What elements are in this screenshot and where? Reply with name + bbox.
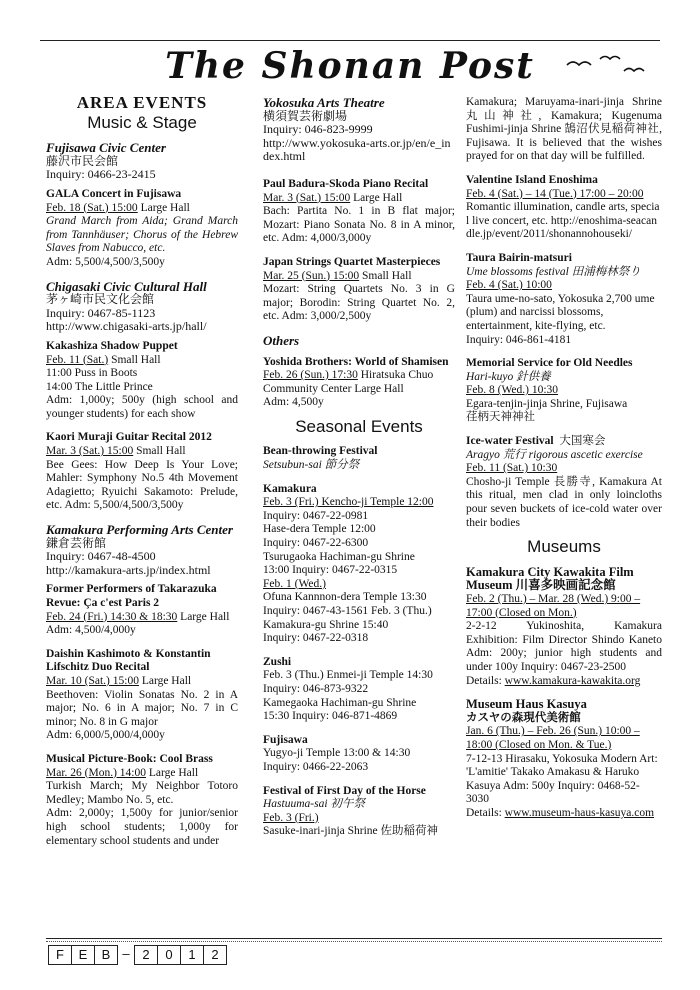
event-date: Feb. 4 (Sat.) 10:00 xyxy=(466,279,552,292)
event-hall: Small Hall xyxy=(359,269,412,282)
event-description: Grand March from Aida; Grand March from Tannhäuser; Chorus of the Hebrew Slaves from Nabucco, etc. xyxy=(46,215,238,255)
issue-date-box xyxy=(48,945,226,965)
museum-dates: Feb. 2 (Thu.) – Mar. 28 (Wed.) 9:00 – 17:00 (Closed on Mon.) xyxy=(466,593,641,619)
event-description: Taura ume-no-sato, Yokosuka 2,700 ume (plum) and narcissi blossoms, entertainment, kite-flying, etc. xyxy=(466,292,655,332)
event-description: Chosho-ji Temple 長勝寺, Kamakura At this ritual, men clad in only loincloths pour seven buckets of ice-cold water over their bodies xyxy=(466,475,662,529)
event-date: Feb. 11 (Sat.) xyxy=(46,353,109,366)
event-title-jp: 大国寒会 xyxy=(559,435,606,448)
event-title: Daishin Kashimoto & Konstantin Lifschitz Duo Recital xyxy=(46,647,211,674)
column-arts-seasonal xyxy=(263,96,455,849)
venue-url[interactable]: http://www.chigasaki-arts.jp/hall/ xyxy=(46,319,207,334)
venue-name-jp: 藤沢市民会館 xyxy=(46,153,119,168)
footer-rule xyxy=(46,938,662,939)
venue-name-jp: 横須賀芸術劇場 xyxy=(263,108,348,123)
event-line: Inquiry: 046-873-9322 xyxy=(263,682,369,695)
event-item xyxy=(263,256,455,324)
event-date: Feb. 26 (Sun.) 17:30 xyxy=(263,369,358,382)
column-festivals-museums xyxy=(466,96,662,831)
event-description: Beethoven: Violin Sonatas No. 2 in A major; No. 6 in A major; No. 7 in C minor; No. 8 in G major xyxy=(46,688,238,728)
event-admission: Adm: 2,000y; 1,500y for junior/senior high school students; 1,000y for elementary school students and under xyxy=(46,807,238,847)
museum-item xyxy=(466,698,662,820)
date-cell: 0 xyxy=(157,945,181,965)
event-admission: Adm: 5,500/4,500/3,500y xyxy=(46,255,165,268)
event-title: Musical Picture-Book: Cool Brass xyxy=(46,752,213,765)
event-title: Former Performers of Takarazuka Revue: Ça c'est Paris 2 xyxy=(46,583,217,609)
event-line: 14:00 The Little Prince xyxy=(46,380,153,393)
event-line: Kamakura-gu Shrine 15:40 xyxy=(263,618,389,631)
event-line: Kamegaoka Hachiman-gu Shrine xyxy=(263,696,417,709)
event-line: Inquiry: 0467-43-1561 Feb. 3 (Thu.) xyxy=(263,605,432,617)
museum-title: Kamakura City Kawakita Film Museum xyxy=(466,564,634,593)
event-line: Tsurugaoka Hachiman-gu Shrine xyxy=(263,550,415,563)
event-item xyxy=(46,188,238,270)
event-hall: Large Hall xyxy=(145,766,199,779)
venue-inquiry: Inquiry: 0467-85-1123 xyxy=(46,305,156,320)
seagulls-icon xyxy=(562,51,652,81)
event-group-zushi xyxy=(263,656,455,724)
museum-link[interactable]: www.museum-haus-kasuya.com xyxy=(504,806,655,819)
event-line: Ofuna Kannnon-dera Temple 13:30 xyxy=(263,591,427,604)
venue-inquiry: Inquiry: 0466-23-2415 xyxy=(46,167,156,182)
museum-title: Museum Haus Kasuya xyxy=(466,697,587,712)
event-item xyxy=(263,445,455,472)
event-line: Feb. 3 (Thu.) Enmei-ji Temple 14:30 xyxy=(263,669,433,682)
date-cell: 2 xyxy=(134,945,158,965)
event-title: Paul Badura-Skoda Piano Recital xyxy=(263,177,429,190)
area-events-heading: AREA EVENTS xyxy=(76,93,208,112)
event-title: Valentine Island Enoshima xyxy=(466,173,598,186)
museum-item xyxy=(466,566,662,688)
event-date: Feb. 8 (Wed.) 10:30 xyxy=(466,384,559,397)
museum-description: 2-2-12 Yukinoshita, Kamakura Exhibition: Film Director Shindo Kaneto Adm: 200y; junior high students and under 100y Inquiry: 0467-23-2500 xyxy=(466,620,662,673)
event-title: Memorial Service for Old Needles xyxy=(466,357,633,370)
museum-dates: Jan. 6 (Thu.) – Feb. 26 (Sun.) 10:00 – 18:00 (Closed on Mon. & Tue.) xyxy=(466,725,640,751)
event-subtitle: Hastuuma-sai 初午祭 xyxy=(263,798,365,811)
event-venue: Hiratsuka Chuo Community Center Large Hall xyxy=(263,369,434,395)
event-subtitle: Setsubun-sai 節分祭 xyxy=(263,459,360,472)
event-description: Bee Gees: How Deep Is Your Love; Mahler: Symphony No.5 4th Movement Adagietto; Ryuichi Sakamoto: Prelude, etc. Adm: 5,500/4,500/3,500y xyxy=(46,458,238,512)
event-date: Mar. 3 (Sat.) 15:00 xyxy=(46,445,134,458)
event-line: Inquiry: 0466-22-2063 xyxy=(263,760,369,773)
event-subtitle: Ume blossoms festival 田浦梅林祭り xyxy=(466,265,641,278)
newsletter-title: The Shonan Post xyxy=(165,45,535,87)
event-title: Ice-water Festival xyxy=(466,435,554,448)
museum-title-jp: カスヤの森現代美術館 xyxy=(466,711,581,724)
location-heading: Zushi xyxy=(263,655,292,668)
location-heading: Kamakura xyxy=(263,482,317,495)
event-line: Yugyo-ji Temple 13:00 & 14:30 xyxy=(263,747,411,760)
museum-link[interactable]: www.kamakura-kawakita.org xyxy=(504,674,641,687)
event-description: Sasuke-inari-jinja Shrine 佐助稲荷神 xyxy=(263,825,439,838)
venue-url[interactable]: http://www.yokosuka-arts.or.jp/en/e_index.html xyxy=(263,135,451,164)
masthead xyxy=(40,40,660,93)
venue-name: Fujisawa Civic Center xyxy=(46,140,166,156)
footer-rule-dotted xyxy=(46,941,662,942)
event-item xyxy=(46,431,238,513)
event-line: Hase-dera Temple 12:00 xyxy=(263,523,376,536)
venue-name: Yokosuka Arts Theatre xyxy=(263,95,385,110)
event-description: Turkish March; My Neighbor Totoro Medley; Mambo No. 5, etc. xyxy=(46,780,238,806)
event-line: 荏柄天神神社 xyxy=(466,411,535,424)
date-cell: E xyxy=(71,945,95,965)
date-cell: B xyxy=(94,945,118,965)
venue-inquiry: Inquiry: 0467-48-4500 xyxy=(46,549,156,564)
event-admission: Adm: 1,000y; 500y (high school and younger students) for each show xyxy=(46,394,238,420)
event-group-kamakura xyxy=(263,483,455,646)
event-admission: Adm: 4,500y xyxy=(263,396,324,409)
event-hall: Large Hall xyxy=(137,201,190,214)
date-cell: F xyxy=(48,945,72,965)
event-hall: Large Hall xyxy=(350,191,403,204)
event-line: Feb. 3 (Fri.) Kencho-ji Temple 12:00 xyxy=(263,496,434,509)
event-continuation: Kamakura; Maruyama-inari-jinja Shrine 丸山神社, Kamakura; Kugenuma Fushimi-jinja Shrine 鵠沼伏見稲荷神社, Fujisawa. It is believed that the wishes prayed for on that day will be fulfilled. xyxy=(466,96,662,163)
event-description: Mozart: String Quartets No. 3 in G major; Borodin: String Quartet No. 2, etc. Adm: 3,000/2,500y xyxy=(263,283,455,323)
event-line: 11:00 Puss in Boots xyxy=(46,367,138,380)
section-seasonal-events: Seasonal Events xyxy=(295,416,423,436)
date-dash: – xyxy=(122,946,130,961)
location-heading: Fujisawa xyxy=(263,733,308,746)
event-item xyxy=(263,356,455,410)
venue-name: Kamakura Performing Arts Center xyxy=(46,522,233,538)
venue-name: Chigasaki Civic Cultural Hall xyxy=(46,278,207,294)
event-item xyxy=(263,785,455,839)
event-hall: Large Hall xyxy=(177,610,230,623)
event-item xyxy=(466,357,662,425)
event-item xyxy=(46,648,238,743)
section-museums: Museums xyxy=(527,537,601,557)
event-admission: Adm: 6,000/5,000/4,000y xyxy=(46,729,165,742)
event-line: 13:00 Inquiry: 0467-22-0315 xyxy=(263,564,398,577)
date-cell: 2 xyxy=(203,945,227,965)
event-date: Feb. 3 (Fri.) xyxy=(263,811,319,824)
museum-description: 7-12-13 Hirasaku, Yokosuka Modern Art: 'L'amitie' Takako Amakasu & Haruko Kasuya Adm: 500y Inquiry: 0468-52-3030 xyxy=(466,752,658,806)
column-music-stage xyxy=(46,93,238,858)
event-admission: Adm: 4,500/4,000y xyxy=(46,624,136,637)
event-date: Feb. 24 (Fri.) 14:30 & 18:30 xyxy=(46,610,178,623)
museum-title-jp: 川喜多映画記念館 xyxy=(515,578,616,593)
event-item xyxy=(46,340,238,422)
event-item xyxy=(46,583,238,637)
details-label: Details: xyxy=(466,806,505,819)
venue-name-jp: 鎌倉芸術館 xyxy=(46,535,107,550)
event-hall: Small Hall xyxy=(108,353,161,366)
event-subtitle: Aragyo 荒行 rigorous ascetic exercise xyxy=(466,448,643,461)
event-description: Romantic illumination, candle arts, special live concert, etc. http://enoshima-seacandle.jp/event/2011/shonannohouseki/ xyxy=(466,201,660,241)
event-date: Feb. 18 (Sat.) 15:00 xyxy=(46,201,138,214)
event-date: Mar. 3 (Sat.) 15:00 xyxy=(263,191,351,204)
event-item xyxy=(263,178,455,246)
event-title: Bean-throwing Festival xyxy=(263,445,378,458)
event-title: Taura Bairin-matsuri xyxy=(466,251,572,264)
date-cell: 1 xyxy=(180,945,204,965)
venue-inquiry: Inquiry: 046-823-9999 xyxy=(263,122,373,137)
event-date: Feb. 11 (Sat.) 10:30 xyxy=(466,462,558,475)
event-item xyxy=(466,252,662,347)
event-date: Mar. 25 (Sun.) 15:00 xyxy=(263,269,360,282)
event-title: Yoshida Brothers: World of Shamisen xyxy=(263,355,449,368)
event-title: Festival of First Day of the Horse xyxy=(263,784,426,797)
event-subtitle: Hari-kuyo 針供養 xyxy=(466,370,551,383)
section-others: Others xyxy=(263,332,300,348)
event-hall: Large Hall xyxy=(138,674,192,687)
event-line: Egara-tenjin-jinja Shrine, Fujisawa xyxy=(466,397,628,410)
event-date: Mar. 26 (Mon.) 14:00 xyxy=(46,766,146,779)
event-line: Inquiry: 0467-22-6300 xyxy=(263,537,369,550)
event-title: Japan Strings Quartet Masterpieces xyxy=(263,255,441,268)
event-title: GALA Concert in Fujisawa xyxy=(46,187,182,200)
event-line: Feb. 1 (Wed.) xyxy=(263,577,326,590)
section-music-stage: Music & Stage xyxy=(87,112,197,132)
event-group-fujisawa xyxy=(263,734,455,775)
event-line: Inquiry: 0467-22-0318 xyxy=(263,632,369,645)
event-date: Feb. 4 (Sat.) – 14 (Tue.) 17:00 – 20:00 xyxy=(466,187,644,200)
event-item xyxy=(46,753,238,848)
event-title: Kakashiza Shadow Puppet xyxy=(46,339,178,352)
event-description: Bach: Partita No. 1 in B flat major; Mozart: Piano Sonata No. 8 in A minor, etc. Adm: 4,000/3,000y xyxy=(263,205,455,245)
event-line: Inquiry: 0467-22-0981 xyxy=(263,509,369,522)
event-item xyxy=(466,174,662,242)
event-title: Kaori Muraji Guitar Recital 2012 xyxy=(46,431,212,444)
event-date: Mar. 10 (Sat.) 15:00 xyxy=(46,674,139,687)
venue-name-jp: 茅ヶ崎市民文化会館 xyxy=(46,292,155,307)
event-inquiry: Inquiry: 046-861-4181 xyxy=(466,333,572,346)
event-hall: Small Hall xyxy=(133,445,186,458)
details-label: Details: xyxy=(466,674,505,687)
event-item xyxy=(466,435,662,530)
venue-url[interactable]: http://kamakura-arts.jp/index.html xyxy=(46,562,211,577)
event-line: 15:30 Inquiry: 046-871-4869 xyxy=(263,710,398,723)
